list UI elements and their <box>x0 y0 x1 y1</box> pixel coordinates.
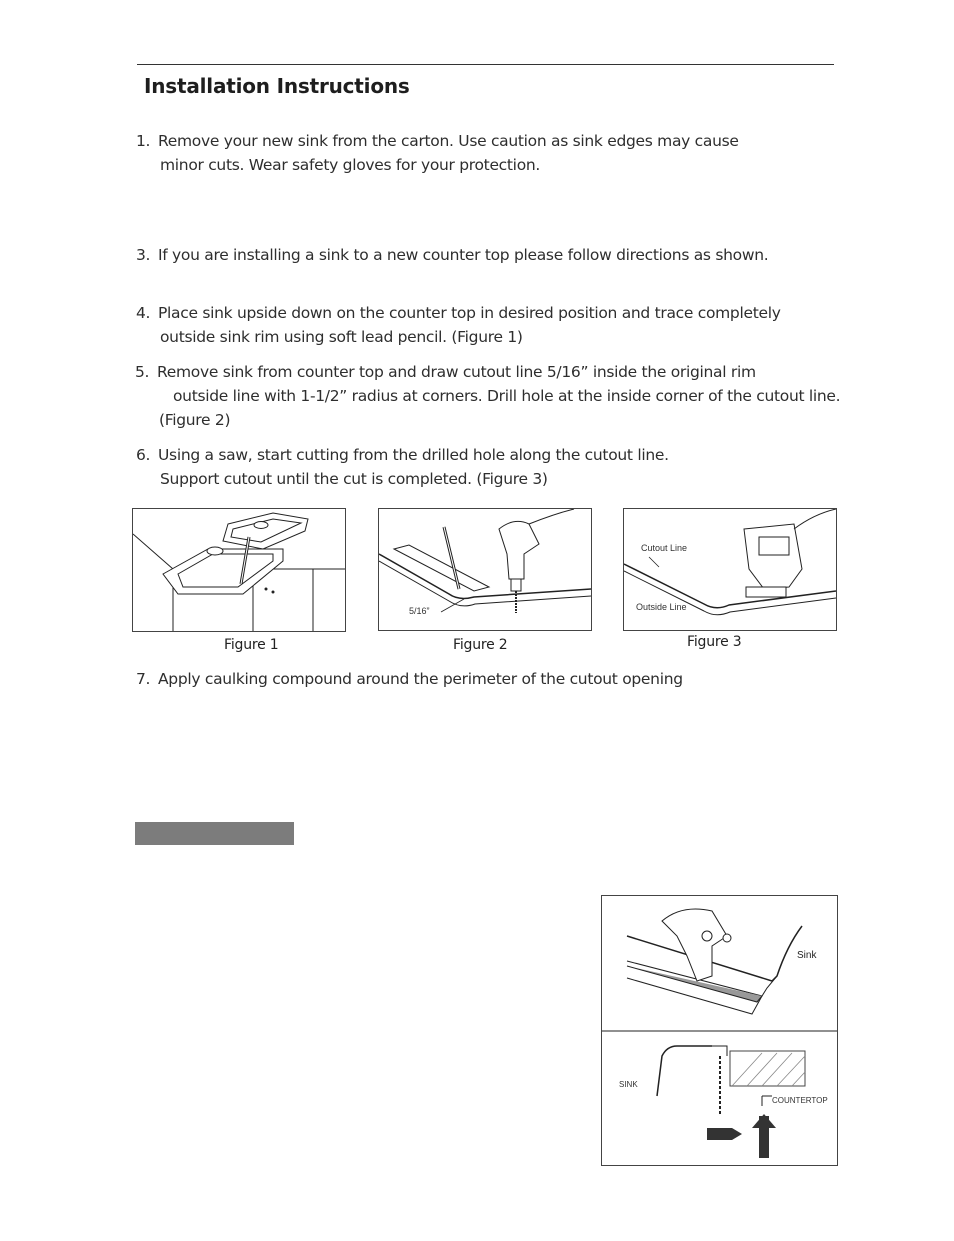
figure-1-sink-tracing <box>132 508 346 632</box>
step-text: Apply caulking compound around the perimeter of the cutout opening <box>158 670 683 688</box>
step-1 <box>136 129 739 177</box>
figure-2-drilling <box>378 508 592 631</box>
step-text: Using a saw, start cutting from the drilled hole along the cutout line. <box>158 446 669 464</box>
countertop-label: COUNTERTOP <box>772 1096 828 1105</box>
step-text-continued: minor cuts. Wear safety gloves for your protection. <box>160 156 541 174</box>
figure-2-caption: Figure 2 <box>453 637 508 653</box>
cutout-line-label: Cutout Line <box>641 543 688 553</box>
figure-1-caption: Figure 1 <box>224 637 279 653</box>
step-text-continued: outside sink rim using soft lead pencil. (Figure 1) <box>160 328 523 346</box>
page-title: Installation Instructions <box>144 74 410 98</box>
figure-1-illustration <box>133 509 345 631</box>
section-heading-bar <box>135 822 294 845</box>
sink-label: Sink <box>797 950 817 961</box>
step-text-continued: Support cutout until the cut is completed. (Figure 3) <box>160 470 548 488</box>
step-number: 6. <box>136 446 151 464</box>
figure-2-illustration <box>379 509 591 630</box>
step-number: 7. <box>136 670 151 688</box>
outside-line-label: Outside Line <box>636 602 687 612</box>
step-text: Remove your new sink from the carton. Use caution as sink edges may cause <box>158 132 739 150</box>
header-rule <box>137 64 834 65</box>
figure-3-cutting <box>623 508 837 631</box>
step-text-continued-2: (Figure 2) <box>159 411 231 429</box>
step-number: 5. <box>135 363 150 381</box>
step-text-continued: outside line with 1-1/2” radius at corners. Drill hole at the inside corner of the cutout line. <box>173 387 841 405</box>
dimension-label: 5/16” <box>409 606 430 616</box>
step-text: If you are installing a sink to a new counter top please follow directions as shown. <box>158 246 769 264</box>
step-number: 3. <box>136 246 151 264</box>
figure-4-mounting-clip <box>601 895 838 1166</box>
step-text: Place sink upside down on the counter top in desired position and trace completely <box>158 304 781 322</box>
figure-3-illustration <box>624 509 836 630</box>
step-6 <box>136 443 669 491</box>
step-5 <box>135 360 840 432</box>
figure-4-illustration <box>602 896 837 1165</box>
step-4 <box>136 301 781 349</box>
step-3 <box>136 243 768 267</box>
step-7 <box>136 667 683 691</box>
step-text: Remove sink from counter top and draw cutout line 5/16” inside the original rim <box>157 363 756 381</box>
step-number: 4. <box>136 304 151 322</box>
figure-3-caption: Figure 3 <box>687 634 742 650</box>
step-number: 1. <box>136 132 151 150</box>
sink-label-lower: SINK <box>619 1080 638 1089</box>
